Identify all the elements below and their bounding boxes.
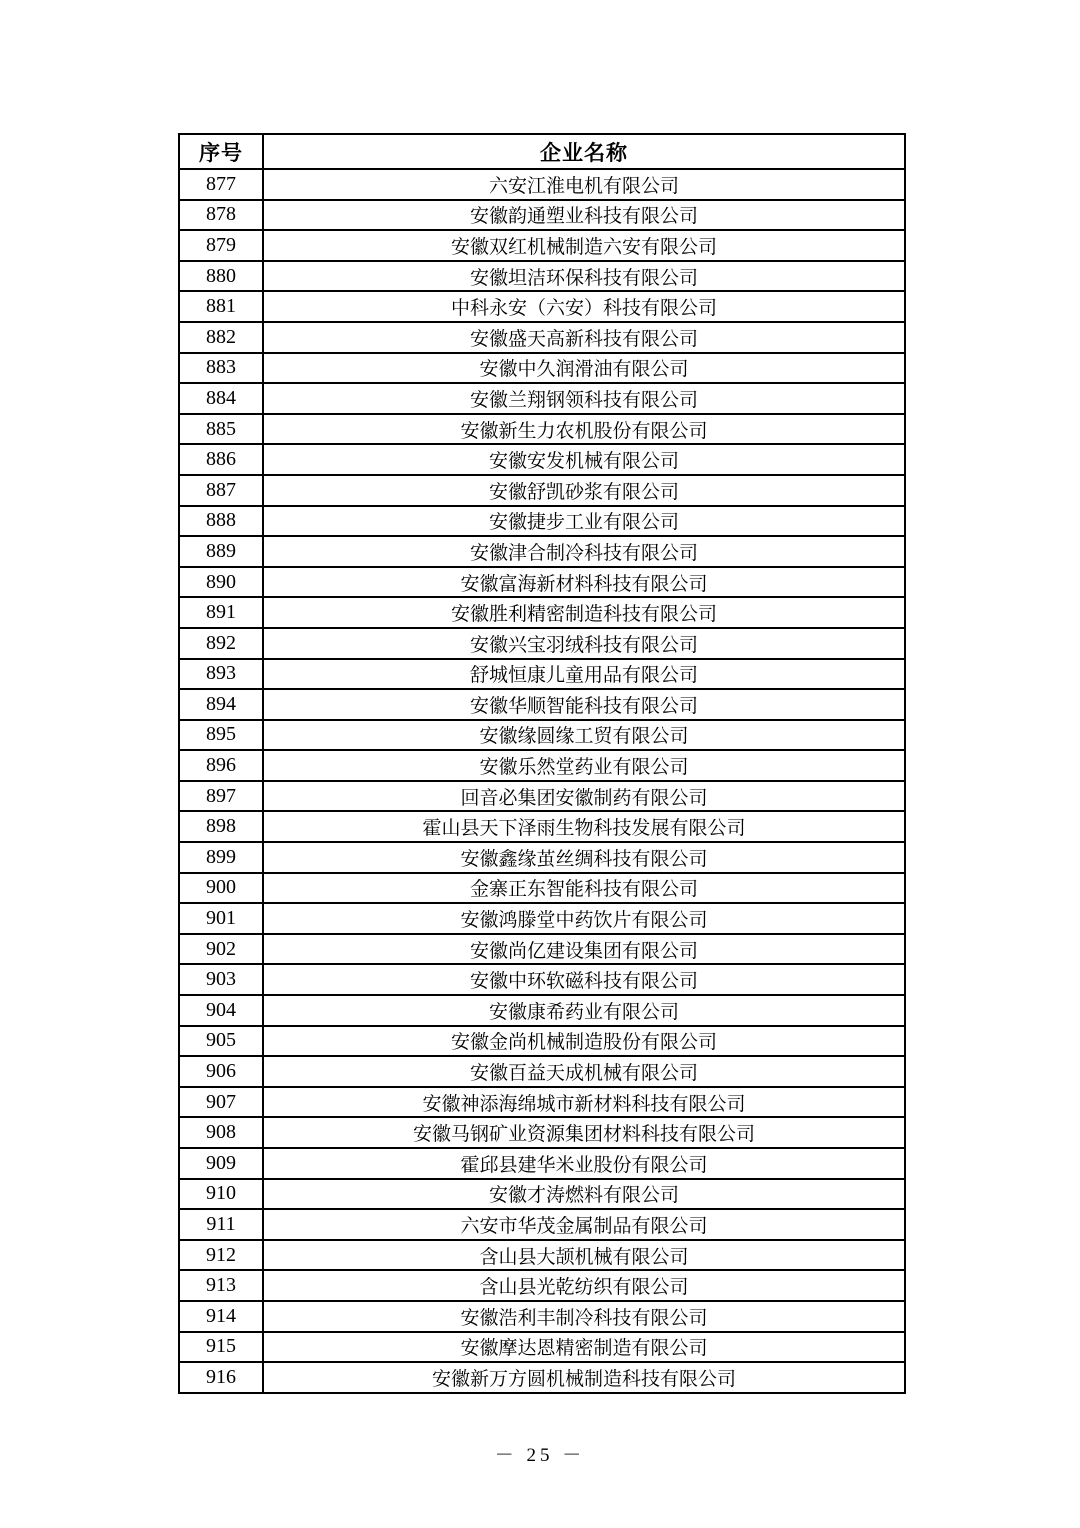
table-row [179, 353, 905, 384]
table-row [179, 811, 905, 842]
row-index-cell: 902 [179, 934, 263, 965]
row-company-name-cell: 安徽才涛燃料有限公司 [263, 1179, 905, 1210]
table-row [179, 1056, 905, 1087]
row-company-name-cell: 安徽胜利精密制造科技有限公司 [263, 597, 905, 628]
table-row [179, 1148, 905, 1179]
row-company-name-cell: 安徽康希药业有限公司 [263, 995, 905, 1026]
table-row [179, 291, 905, 322]
row-company-name-cell: 舒城恒康儿童用品有限公司 [263, 659, 905, 690]
row-company-name-cell: 六安江淮电机有限公司 [263, 169, 905, 200]
row-index-cell: 893 [179, 659, 263, 690]
row-company-name-cell: 安徽鑫缘茧丝绸科技有限公司 [263, 842, 905, 873]
company-table-body [179, 169, 905, 1393]
table-row [179, 934, 905, 965]
row-index-cell: 900 [179, 873, 263, 904]
row-company-name-cell: 安徽摩达恩精密制造有限公司 [263, 1332, 905, 1363]
row-index-cell: 878 [179, 200, 263, 231]
row-company-name-cell: 安徽浩利丰制冷科技有限公司 [263, 1301, 905, 1332]
row-index-cell: 905 [179, 1026, 263, 1057]
row-company-name-cell: 霍邱县建华米业股份有限公司 [263, 1148, 905, 1179]
table-row [179, 689, 905, 720]
row-company-name-cell: 安徽缘圆缘工贸有限公司 [263, 720, 905, 751]
row-index-cell: 914 [179, 1301, 263, 1332]
row-index-cell: 906 [179, 1056, 263, 1087]
company-table-header [179, 134, 905, 169]
table-row [179, 1270, 905, 1301]
row-index-cell: 885 [179, 414, 263, 445]
table-row [179, 261, 905, 292]
table-row [179, 1301, 905, 1332]
header-index: 序号 [179, 134, 263, 169]
row-company-name-cell: 含山县光乾纺织有限公司 [263, 1270, 905, 1301]
row-index-cell: 883 [179, 353, 263, 384]
row-company-name-cell: 安徽舒凯砂浆有限公司 [263, 475, 905, 506]
table-row [179, 230, 905, 261]
row-company-name-cell: 安徽坦洁环保科技有限公司 [263, 261, 905, 292]
row-index-cell: 911 [179, 1209, 263, 1240]
row-index-cell: 886 [179, 444, 263, 475]
row-index-cell: 903 [179, 964, 263, 995]
table-row [179, 873, 905, 904]
company-table [178, 133, 906, 1394]
row-index-cell: 882 [179, 322, 263, 353]
table-row [179, 567, 905, 598]
table-row [179, 1240, 905, 1271]
row-company-name-cell: 安徽尚亿建设集团有限公司 [263, 934, 905, 965]
row-index-cell: 877 [179, 169, 263, 200]
row-index-cell: 894 [179, 689, 263, 720]
table-row [179, 1179, 905, 1210]
table-row [179, 444, 905, 475]
row-index-cell: 907 [179, 1087, 263, 1118]
row-index-cell: 887 [179, 475, 263, 506]
header-company-name: 企业名称 [263, 134, 905, 169]
table-row [179, 1087, 905, 1118]
row-company-name-cell: 安徽津合制冷科技有限公司 [263, 536, 905, 567]
row-company-name-cell: 安徽乐然堂药业有限公司 [263, 750, 905, 781]
row-index-cell: 913 [179, 1270, 263, 1301]
row-index-cell: 889 [179, 536, 263, 567]
row-index-cell: 910 [179, 1179, 263, 1210]
row-index-cell: 888 [179, 506, 263, 537]
row-company-name-cell: 安徽安发机械有限公司 [263, 444, 905, 475]
table-row [179, 597, 905, 628]
row-index-cell: 904 [179, 995, 263, 1026]
row-index-cell: 912 [179, 1240, 263, 1271]
table-row [179, 1209, 905, 1240]
row-index-cell: 897 [179, 781, 263, 812]
row-index-cell: 908 [179, 1117, 263, 1148]
row-index-cell: 899 [179, 842, 263, 873]
row-company-name-cell: 含山县大颉机械有限公司 [263, 1240, 905, 1271]
table-row [179, 995, 905, 1026]
table-row [179, 1117, 905, 1148]
row-index-cell: 909 [179, 1148, 263, 1179]
row-index-cell: 895 [179, 720, 263, 751]
table-row [179, 506, 905, 537]
row-company-name-cell: 回音必集团安徽制药有限公司 [263, 781, 905, 812]
row-company-name-cell: 安徽神添海绵城市新材料科技有限公司 [263, 1087, 905, 1118]
row-company-name-cell: 安徽新万方圆机械制造科技有限公司 [263, 1362, 905, 1393]
row-company-name-cell: 安徽马钢矿业资源集团材料科技有限公司 [263, 1117, 905, 1148]
row-index-cell: 892 [179, 628, 263, 659]
row-index-cell: 891 [179, 597, 263, 628]
table-row [179, 1332, 905, 1363]
row-index-cell: 915 [179, 1332, 263, 1363]
row-index-cell: 879 [179, 230, 263, 261]
page-number: － 25 － [494, 1445, 586, 1466]
table-row [179, 383, 905, 414]
row-company-name-cell: 安徽捷步工业有限公司 [263, 506, 905, 537]
table-row [179, 720, 905, 751]
table-row [179, 200, 905, 231]
row-index-cell: 880 [179, 261, 263, 292]
row-index-cell: 881 [179, 291, 263, 322]
header-row [179, 134, 905, 169]
table-row [179, 414, 905, 445]
row-company-name-cell: 安徽富海新材料科技有限公司 [263, 567, 905, 598]
table-row [179, 842, 905, 873]
table-row [179, 322, 905, 353]
table-row [179, 628, 905, 659]
row-index-cell: 898 [179, 811, 263, 842]
row-company-name-cell: 安徽中环软磁科技有限公司 [263, 964, 905, 995]
table-row [179, 475, 905, 506]
row-company-name-cell: 安徽盛天高新科技有限公司 [263, 322, 905, 353]
table-row [179, 1362, 905, 1393]
row-company-name-cell: 安徽鸿滕堂中药饮片有限公司 [263, 903, 905, 934]
row-company-name-cell: 霍山县天下泽雨生物科技发展有限公司 [263, 811, 905, 842]
table-row [179, 750, 905, 781]
table-row [179, 169, 905, 200]
table-row [179, 781, 905, 812]
row-index-cell: 916 [179, 1362, 263, 1393]
row-company-name-cell: 安徽金尚机械制造股份有限公司 [263, 1026, 905, 1057]
row-company-name-cell: 中科永安（六安）科技有限公司 [263, 291, 905, 322]
table-row [179, 964, 905, 995]
row-index-cell: 884 [179, 383, 263, 414]
row-company-name-cell: 安徽韵通塑业科技有限公司 [263, 200, 905, 231]
row-company-name-cell: 安徽百益天成机械有限公司 [263, 1056, 905, 1087]
row-company-name-cell: 安徽中久润滑油有限公司 [263, 353, 905, 384]
row-company-name-cell: 金寨正东智能科技有限公司 [263, 873, 905, 904]
row-company-name-cell: 安徽新生力农机股份有限公司 [263, 414, 905, 445]
row-index-cell: 901 [179, 903, 263, 934]
row-index-cell: 890 [179, 567, 263, 598]
row-company-name-cell: 安徽兰翔钢领科技有限公司 [263, 383, 905, 414]
table-row [179, 903, 905, 934]
row-company-name-cell: 安徽兴宝羽绒科技有限公司 [263, 628, 905, 659]
row-company-name-cell: 六安市华茂金属制品有限公司 [263, 1209, 905, 1240]
table-row [179, 536, 905, 567]
row-company-name-cell: 安徽华顺智能科技有限公司 [263, 689, 905, 720]
table-row [179, 1026, 905, 1057]
row-index-cell: 896 [179, 750, 263, 781]
table-row [179, 659, 905, 690]
row-company-name-cell: 安徽双红机械制造六安有限公司 [263, 230, 905, 261]
